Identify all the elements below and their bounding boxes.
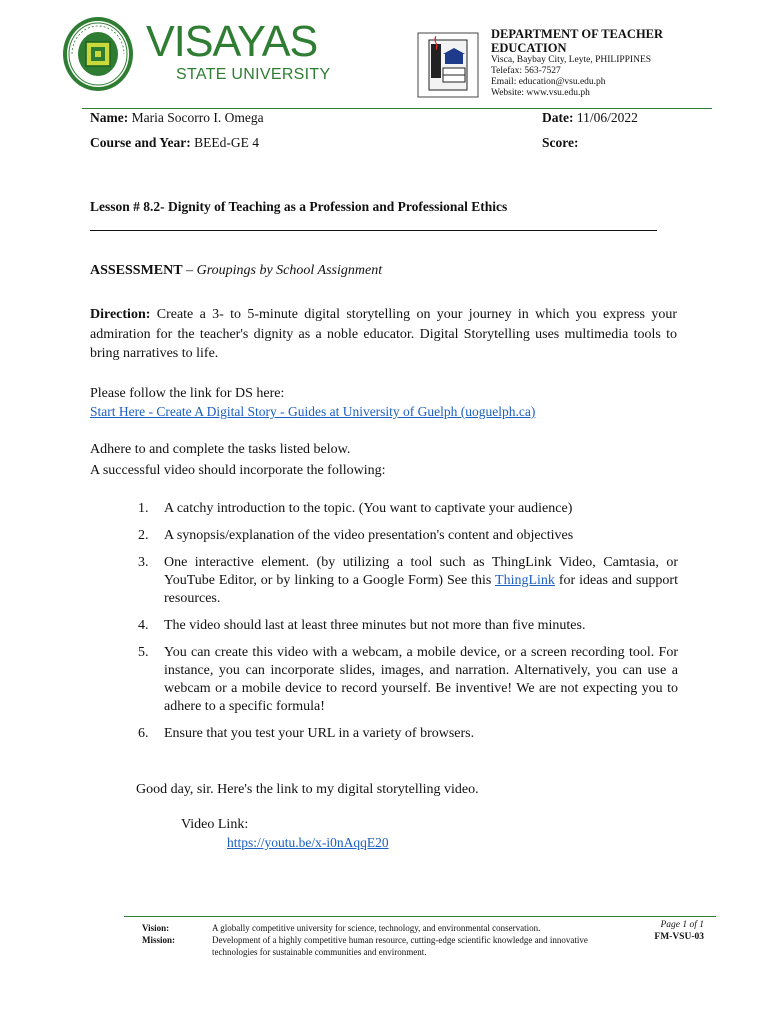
header-divider [82, 108, 712, 109]
success-text: A successful video should incorporate the following: [90, 463, 386, 478]
list-number: 3. [138, 555, 149, 570]
department-title: DEPARTMENT OF TEACHER EDUCATION [491, 27, 664, 55]
assessment-label: ASSESSMENT [90, 263, 183, 278]
form-code: FM-VSU-03 [654, 932, 704, 942]
vision-label: Vision: [142, 923, 170, 933]
direction-label: Direction: [90, 307, 151, 322]
list-item [138, 554, 678, 608]
name-label: Name: [90, 110, 129, 125]
list-item-text: A synopsis/explanation of the video presentation's content and objectives [164, 528, 574, 543]
date-label: Date: [542, 110, 574, 125]
list-item [138, 644, 678, 716]
score-label: Score: [542, 135, 579, 150]
department-address: Visca, Baybay City, Leyte, PHILIPPINES [491, 55, 652, 65]
mission-label: Mission: [142, 935, 176, 945]
follow-text: Please follow the link for DS here: [90, 386, 285, 401]
mission-text: Development of a highly competitive human resource, cutting-edge scientific knowledge and innovative technologies for sustainable communities and environment. [212, 935, 588, 957]
course-field [90, 135, 259, 151]
list-item [138, 500, 678, 518]
department-email: Email: education@vsu.edu.ph [491, 77, 606, 87]
score-field [542, 135, 579, 151]
course-value: BEEd-GE 4 [194, 135, 259, 150]
course-label: Course and Year: [90, 135, 191, 150]
vision-text: A globally competitive university for science, technology, and environmental conservation. [212, 923, 541, 933]
list-number: 5. [138, 645, 149, 660]
direction-paragraph [90, 305, 677, 364]
list-item-text: One interactive element. (by utilizing a tool such as ThingLink Video, Camtasia, or YouTube Editor, or by linking to a Google Form) See this [164, 555, 678, 588]
list-item-text: A catchy introduction to the topic. (You want to captivate your audience) [164, 501, 573, 516]
list-item-text: Ensure that you test your URL in a variety of browsers. [164, 726, 475, 741]
assessment-dash: – [182, 263, 197, 278]
department-telefax: Telefax: 563-7527 [491, 66, 561, 76]
university-seal-icon [62, 16, 134, 92]
department-website: Website: www.vsu.edu.ph [491, 88, 590, 98]
task-list [138, 500, 678, 752]
list-number: 2. [138, 528, 149, 543]
lesson-title: Lesson # 8.2- Dignity of Teaching as a Profession and Professional Ethics [90, 199, 508, 214]
list-item [138, 617, 678, 635]
list-number: 1. [138, 501, 149, 516]
adhere-text: Adhere to and complete the tasks listed below. [90, 442, 351, 457]
thinglink-link[interactable]: ThingLink [495, 573, 555, 588]
assessment-heading [90, 263, 382, 279]
page-number: Page 1 of 1 [660, 920, 704, 930]
university-name: VISAYAS [146, 17, 318, 66]
list-item-text: The video should last at least three minutes but not more than five minutes. [164, 618, 586, 633]
closing-greeting: Good day, sir. Here's the link to my digital storytelling video. [136, 782, 479, 797]
name-value: Maria Socorro I. Omega [131, 110, 264, 125]
lesson-divider [90, 230, 657, 231]
direction-text: Create a 3- to 5-minute digital storytelling on your journey in which you express your admiration for the teacher's dignity as a noble educator. Digital Storytelling uses multimedia tools to bring narratives to life. [90, 307, 677, 361]
university-subtitle: STATE UNIVERSITY [176, 66, 331, 83]
footer-divider [124, 916, 716, 917]
date-field [542, 110, 638, 126]
list-item [138, 527, 678, 545]
list-item [138, 725, 678, 743]
list-item-text-after: for ideas and support resources. [164, 573, 678, 606]
department-logo-icon [417, 32, 479, 98]
list-item-text: You can create this video with a webcam, a mobile device, or a screen recording tool. For instance, you can incorporate slides, images, and narration. Alternatively, you can use a webcam or a mobile device to record yourself. Be inventive! We are not expecting you to adhere to a specific formula! [164, 645, 678, 714]
list-number: 6. [138, 726, 149, 741]
department-info [491, 27, 711, 99]
name-field [90, 110, 264, 126]
digital-story-guide-link[interactable]: Start Here - Create A Digital Story - Guides at University of Guelph (uoguelph.ca) [90, 404, 536, 419]
list-number: 4. [138, 618, 149, 633]
date-value: 11/06/2022 [576, 110, 638, 125]
video-link-label: Video Link: [181, 817, 249, 832]
assessment-subtitle: Groupings by School Assignment [196, 263, 383, 278]
video-link[interactable]: https://youtu.be/x-i0nAqqE20 [227, 835, 389, 850]
